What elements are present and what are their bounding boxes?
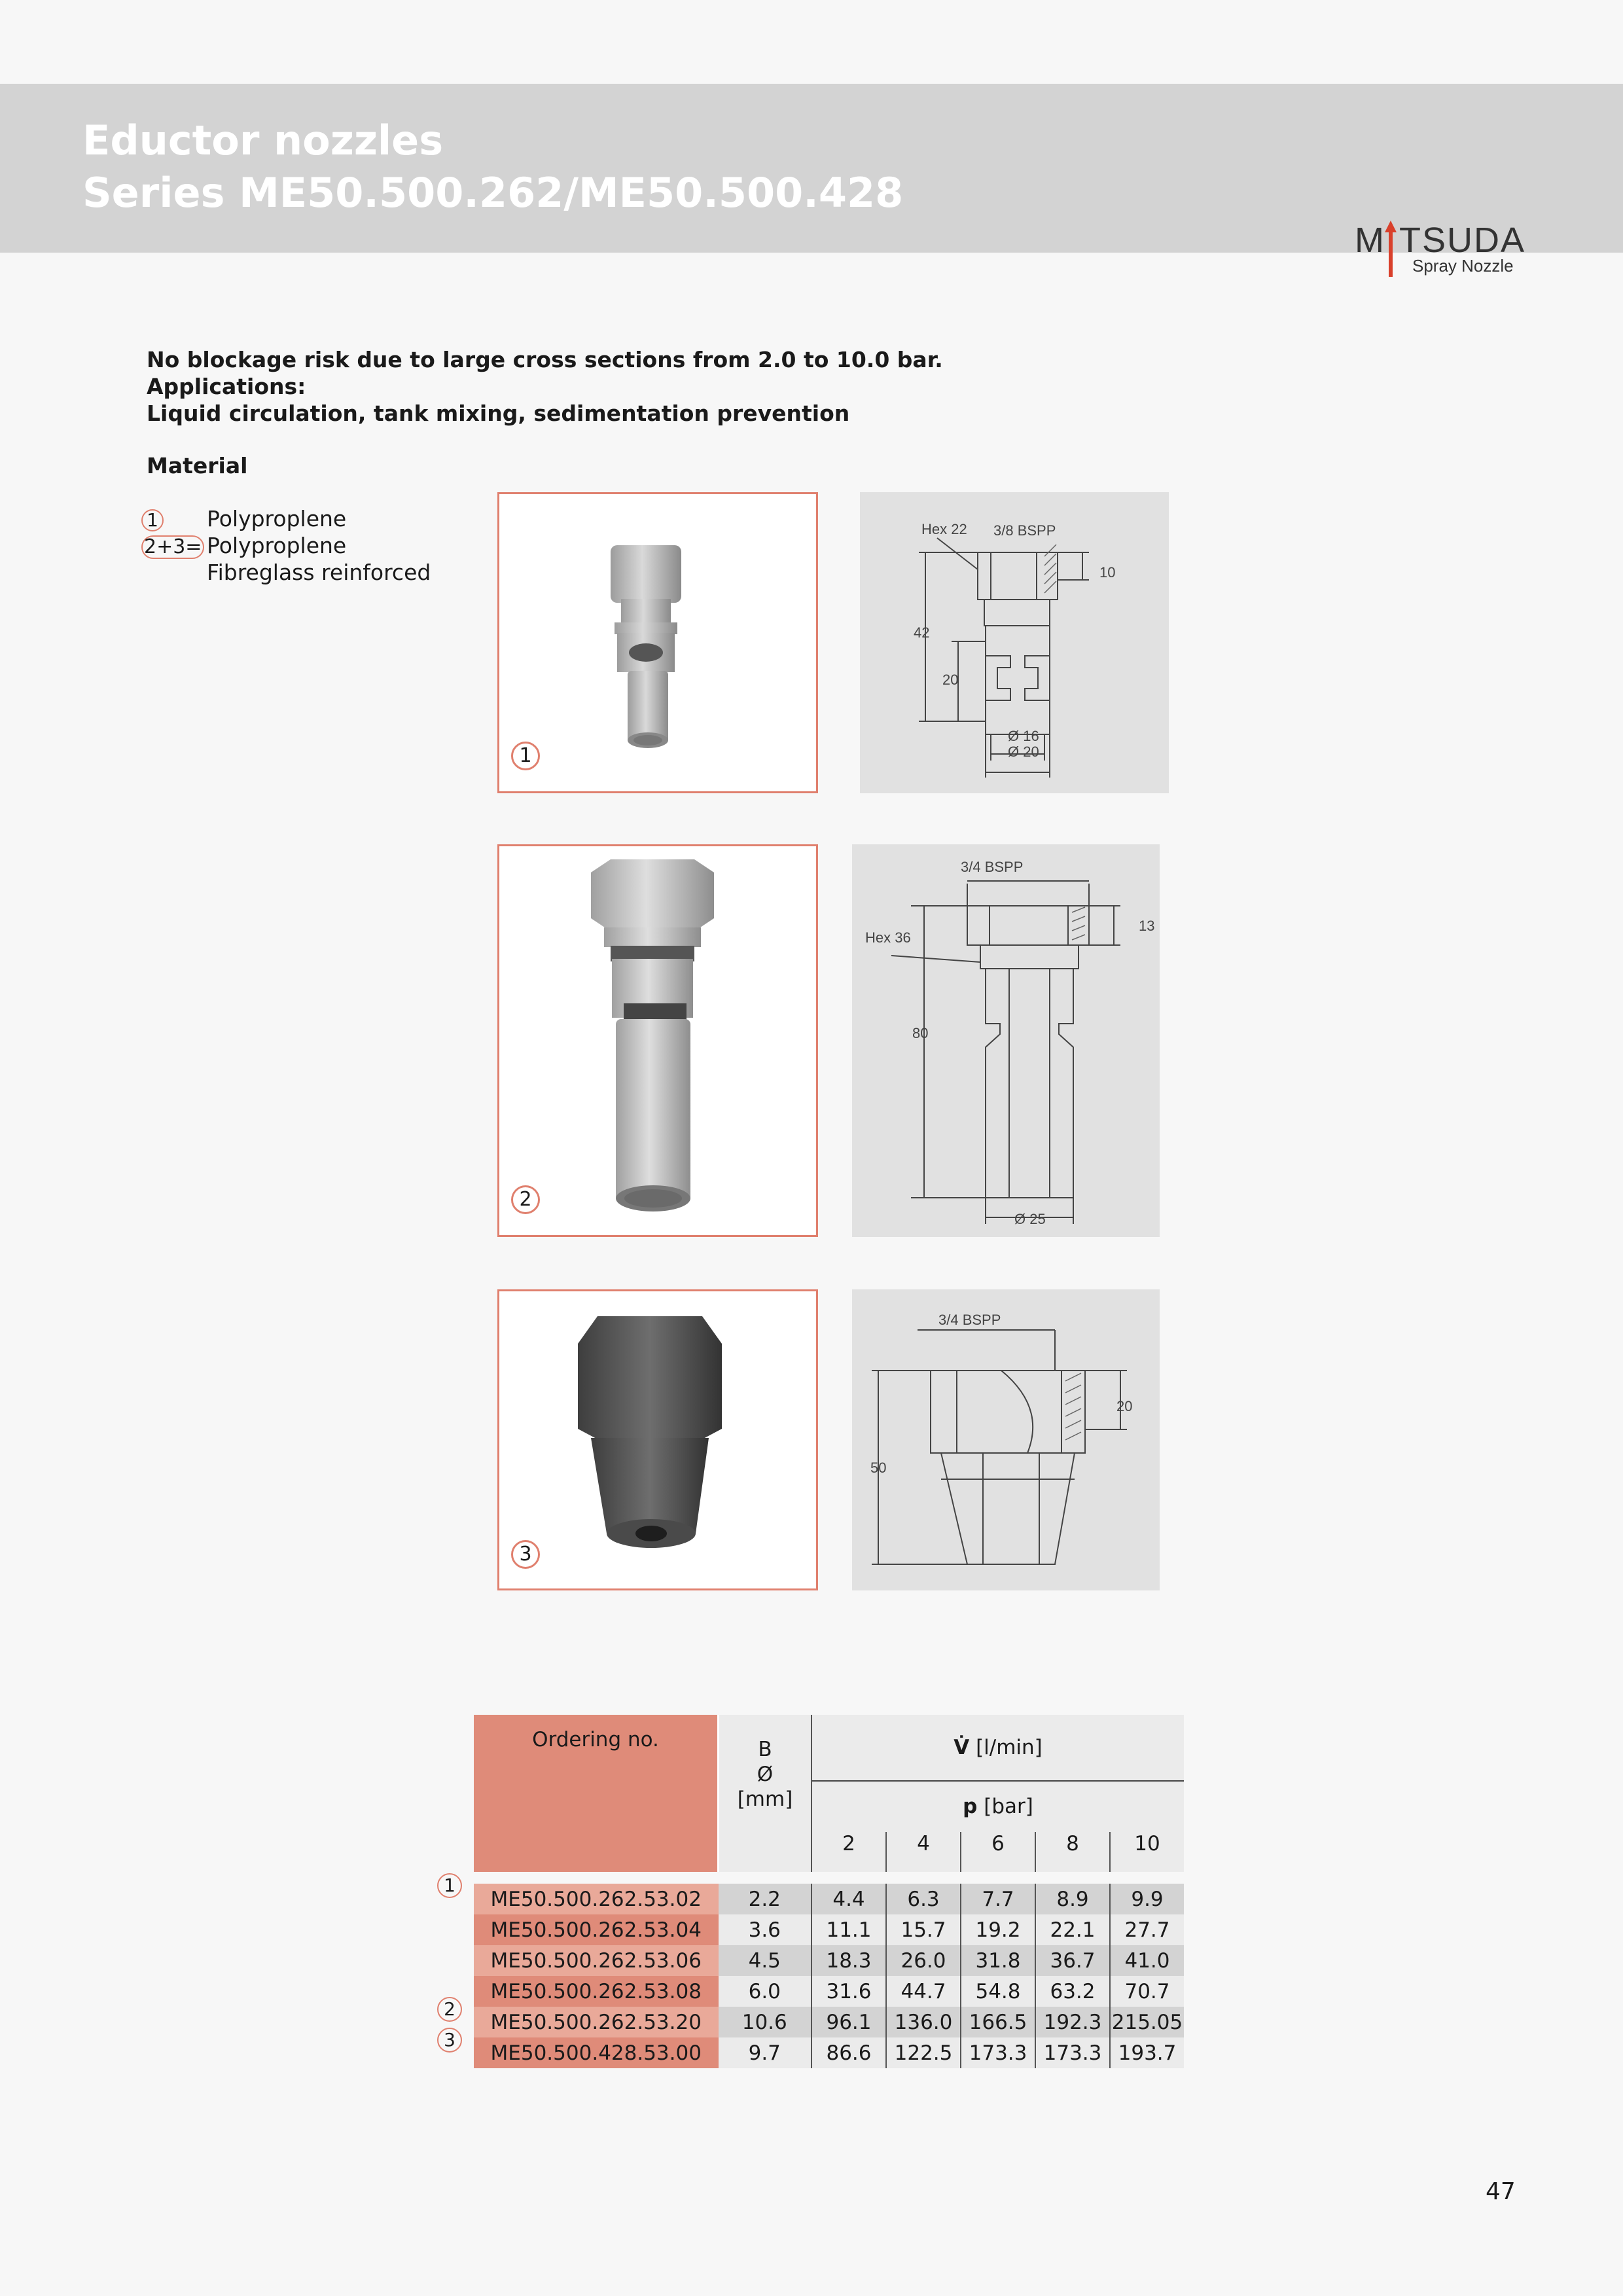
bore: 10.6 (719, 2007, 812, 2037)
flow-10: 27.7 (1110, 1914, 1184, 1945)
order-no: ME50.500.262.53.04 (474, 1914, 719, 1945)
flow-2: 18.3 (812, 1945, 886, 1976)
product-1-drawing (860, 492, 1169, 793)
col-ordering-label: Ordering no. (532, 1728, 659, 1751)
flow-4: 15.7 (886, 1914, 961, 1945)
col-v-unit: [l/min] (976, 1735, 1043, 1759)
col-p-8: 8 (1035, 1832, 1110, 1872)
col-b-label-2: Ø (757, 1763, 774, 1786)
table-row (474, 1945, 1184, 1976)
dim-d3: 20 (942, 672, 959, 688)
bore: 3.6 (719, 1914, 812, 1945)
product-3-drawing (852, 1289, 1160, 1590)
dim-d1: 10 (1099, 564, 1116, 581)
bore: 9.7 (719, 2037, 812, 2068)
flow-2: 86.6 (812, 2037, 886, 2068)
order-no: ME50.500.262.53.06 (474, 1945, 719, 1976)
material-heading: Material (147, 453, 248, 478)
flow-2: 4.4 (812, 1884, 886, 1914)
dim-d2: 42 (914, 624, 930, 641)
col-p-header (812, 1781, 1184, 1833)
bore: 4.5 (719, 1945, 812, 1976)
marker-1: 1 (141, 509, 164, 531)
col-p-10: 10 (1110, 1832, 1184, 1872)
spec-table (474, 1715, 1184, 2068)
flow-8: 192.3 (1035, 2007, 1110, 2037)
flow-8: 173.3 (1035, 2037, 1110, 2068)
table-row (474, 1914, 1184, 1945)
dim-thread: 3/8 BSPP (993, 522, 1056, 539)
svg-text:M: M (1355, 221, 1385, 260)
product-2-marker: 2 (511, 1185, 540, 1214)
flow-10: 9.9 (1110, 1884, 1184, 1914)
col-p-4: 4 (886, 1832, 961, 1872)
flow-8: 22.1 (1035, 1914, 1110, 1945)
flow-2: 31.6 (812, 1976, 886, 2007)
flow-6: 54.8 (961, 1976, 1035, 2007)
dim-d3: Ø 25 (1014, 1211, 1046, 1227)
product-3-photo (497, 1289, 818, 1590)
product-2-photo (497, 844, 818, 1237)
material-item-2 (141, 533, 204, 559)
material-text-2: Polyproplene (207, 533, 347, 558)
marker-2-3: 2+3= (141, 535, 204, 559)
col-p-symbol: p (963, 1795, 978, 1819)
intro-line-3: Liquid circulation, tank mixing, sedimentation prevention (147, 401, 850, 426)
flow-6: 7.7 (961, 1884, 1035, 1914)
logo-subtitle: Spray Nozzle (1412, 256, 1514, 276)
dim-thread: 3/4 BSPP (961, 859, 1024, 875)
material-text-1: Polyproplene (207, 506, 347, 531)
flow-6: 31.8 (961, 1945, 1035, 1976)
product-1-marker: 1 (511, 742, 540, 770)
col-p-unit: [bar] (984, 1795, 1033, 1819)
material-text-3: Fibreglass reinforced (207, 560, 431, 585)
product-2-drawing (852, 844, 1160, 1237)
dim-d2: 50 (870, 1460, 887, 1476)
order-no: ME50.500.428.53.00 (474, 2037, 719, 2068)
col-v-header (812, 1715, 1184, 1781)
dim-d4: Ø 16 (1008, 728, 1039, 744)
brand-logo (1355, 218, 1564, 283)
row-marker-1: 1 (437, 1873, 462, 1898)
order-no: ME50.500.262.53.20 (474, 2007, 719, 2037)
dim-hex: Hex 22 (921, 521, 967, 537)
flow-4: 44.7 (886, 1976, 961, 2007)
dim-d1: 20 (1116, 1398, 1133, 1414)
flow-4: 6.3 (886, 1884, 961, 1914)
bore: 2.2 (719, 1884, 812, 1914)
flow-4: 122.5 (886, 2037, 961, 2068)
flow-10: 70.7 (1110, 1976, 1184, 2007)
table-row (474, 2007, 1184, 2037)
header-banner (0, 84, 1623, 276)
product-3-marker: 3 (511, 1540, 540, 1569)
flow-6: 19.2 (961, 1914, 1035, 1945)
page-number: 47 (1486, 2178, 1516, 2205)
dim-d1: 13 (1139, 918, 1155, 934)
flow-6: 173.3 (961, 2037, 1035, 2068)
svg-text:TSUDA: TSUDA (1399, 221, 1526, 260)
flow-2: 96.1 (812, 2007, 886, 2037)
bore: 6.0 (719, 1976, 812, 2007)
row-marker-2: 2 (437, 1997, 462, 2022)
title-line-1: Eductor nozzles (82, 117, 444, 164)
flow-2: 11.1 (812, 1914, 886, 1945)
intro-line-2: Applications: (147, 374, 306, 399)
flow-8: 36.7 (1035, 1945, 1110, 1976)
intro-line-1: No blockage risk due to large cross sections from 2.0 to 10.0 bar. (147, 347, 943, 372)
col-b-label-3: [mm] (737, 1787, 793, 1811)
col-p-6: 6 (961, 1832, 1035, 1872)
col-v-symbol: V̇ (954, 1735, 970, 1759)
flow-4: 26.0 (886, 1945, 961, 1976)
flow-8: 63.2 (1035, 1976, 1110, 2007)
flow-8: 8.9 (1035, 1884, 1110, 1914)
col-b-label-1: B (758, 1738, 772, 1761)
row-marker-3: 3 (437, 2028, 462, 2053)
table-row (474, 1884, 1184, 1914)
title-line-2: Series ME50.500.262/ME50.500.428 (82, 169, 904, 217)
product-1-photo (497, 492, 818, 793)
dim-thread: 3/4 BSPP (938, 1312, 1001, 1328)
flow-10: 193.7 (1110, 2037, 1184, 2068)
dim-hex: Hex 36 (865, 929, 911, 946)
order-no: ME50.500.262.53.08 (474, 1976, 719, 2007)
flow-10: 41.0 (1110, 1945, 1184, 1976)
flow-6: 166.5 (961, 2007, 1035, 2037)
flow-10: 215.05 (1110, 2007, 1184, 2037)
table-row (474, 2037, 1184, 2068)
material-item-1 (141, 506, 164, 531)
col-b-header (719, 1715, 812, 1872)
table-row (474, 1976, 1184, 2007)
dim-d2: 80 (912, 1025, 929, 1041)
flow-4: 136.0 (886, 2007, 961, 2037)
col-p-2: 2 (812, 1832, 886, 1872)
dim-d5: Ø 20 (1008, 744, 1039, 760)
order-no: ME50.500.262.53.02 (474, 1884, 719, 1914)
col-ordering-header (474, 1715, 719, 1872)
